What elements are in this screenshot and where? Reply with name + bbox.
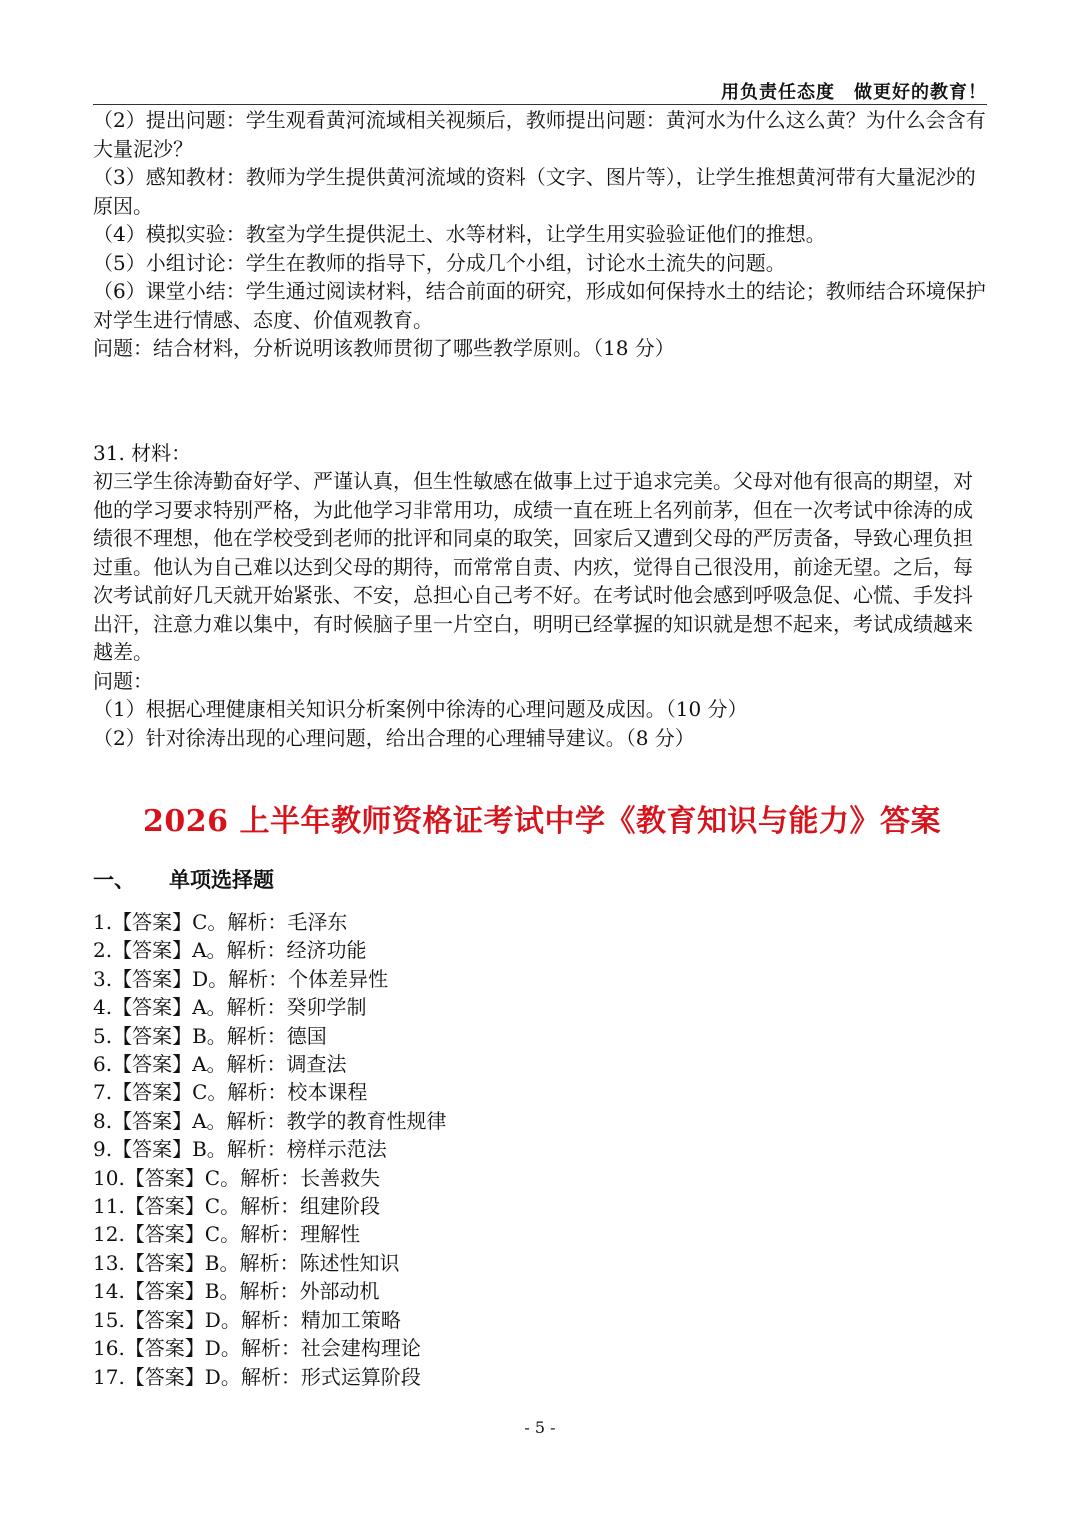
answer-item: 2.【答案】A。解析：经济功能 (93, 938, 367, 963)
answers-title: 2026 上半年教师资格证考试中学《教育知识与能力》答案 (143, 804, 941, 839)
q30-question: 问题：结合材料，分析说明该教师贯彻了哪些教学原则。（18 分） (93, 336, 675, 360)
q31-material: 初三学生徐涛勤奋好学、严谨认真，但生性敏感在做事上过于追求完美。父母对他有很高的期望，对他的学习要求特别严格，为此他学习非常用功，成绩一直在班上名列前茅，但在一次考试中徐涛的成绩很不理想，他在学校受到老师的批评和同桌的取笑，回家后又遭到父母的严厉责备，导致心理负担过重。他认为自己难以达到父母的期待，而常常自责、内疚，觉得自己很没用，前途无望。之后，每次考试前好几天就开始紧张、不安，总担心自己考不好。在考试时他会感到呼吸急促、心慌、手发抖出汗，注意力难以集中，有时候脑子里一片空白，明明已经掌握的知识就是想不起来，考试成绩越来越差。 (93, 469, 973, 664)
answer-item: 14.【答案】B。解析：外部动机 (93, 1279, 380, 1304)
q31-question-label: 问题： (93, 668, 153, 693)
section-heading (93, 866, 991, 894)
answer-item: 15.【答案】D。解析：精加工策略 (93, 1307, 401, 1332)
answer-item: 3.【答案】D。解析：个体差异性 (93, 966, 389, 991)
spacer (93, 363, 991, 439)
answer-item: 13.【答案】B。解析：陈述性知识 (93, 1250, 400, 1275)
answer-item: 11.【答案】C。解析：组建阶段 (93, 1194, 381, 1219)
answer-item: 17.【答案】D。解析：形式运算阶段 (93, 1364, 421, 1389)
q31-label: 31. 材料： (93, 440, 192, 465)
answer-item: 1.【答案】C。解析：毛泽东 (93, 910, 348, 934)
q30-step-4: （4）模拟实验：教室为学生提供泥土、水等材料，让学生用实验验证他们的推想。 (93, 222, 826, 246)
q30-step-2: （2）提出问题：学生观看黄河流域相关视频后，教师提出问题：黄河水为什么这么黄？为什么会含有大量泥沙？ (93, 108, 986, 161)
q30-step-6: （6）课堂小结：学生通过阅读材料，结合前面的研究，形成如何保持水土的结论；教师结合环境保护对学生进行情感、态度、价值观教育。 (93, 279, 986, 332)
q31-sub-question-1: （1）根据心理健康相关知识分析案例中徐涛的心理问题及成因。（10 分） (93, 697, 748, 721)
q30-step-3: （3）感知教材：教师为学生提供黄河流域的资料（文字、图片等），让学生推想黄河带有大量泥沙的原因。 (93, 165, 976, 218)
section-title: 单项选择题 (169, 867, 274, 892)
answer-item: 10.【答案】C。解析：长善救失 (93, 1165, 381, 1190)
page-header (93, 78, 987, 105)
answer-item: 12.【答案】C。解析：理解性 (93, 1222, 361, 1247)
page-number: - 5 - (524, 1418, 556, 1437)
spacer (93, 752, 991, 800)
header-slogan: 用负责任态度 做更好的教育！ (721, 82, 987, 103)
answer-item: 8.【答案】A。解析：教学的教育性规律 (93, 1108, 447, 1133)
answer-item: 7.【答案】C。解析：校本课程 (93, 1080, 368, 1105)
answer-list (93, 908, 991, 1391)
answer-item: 5.【答案】B。解析：德国 (93, 1023, 327, 1048)
answer-item: 4.【答案】A。解析：癸卯学制 (93, 995, 367, 1020)
section-number: 一、 (93, 867, 135, 892)
answer-item: 9.【答案】B。解析：榜样示范法 (93, 1137, 387, 1162)
answer-item: 6.【答案】A。解析：调查法 (93, 1052, 347, 1077)
q30-step-5: （5）小组讨论：学生在教师的指导下，分成几个小组，讨论水土流失的问题。 (93, 250, 786, 275)
q31-sub-question-2: （2）针对徐涛出现的心理问题，给出合理的心理辅导建议。（8 分） (93, 725, 695, 750)
answer-item: 16.【答案】D。解析：社会建构理论 (93, 1336, 421, 1361)
page-content (93, 106, 991, 1391)
